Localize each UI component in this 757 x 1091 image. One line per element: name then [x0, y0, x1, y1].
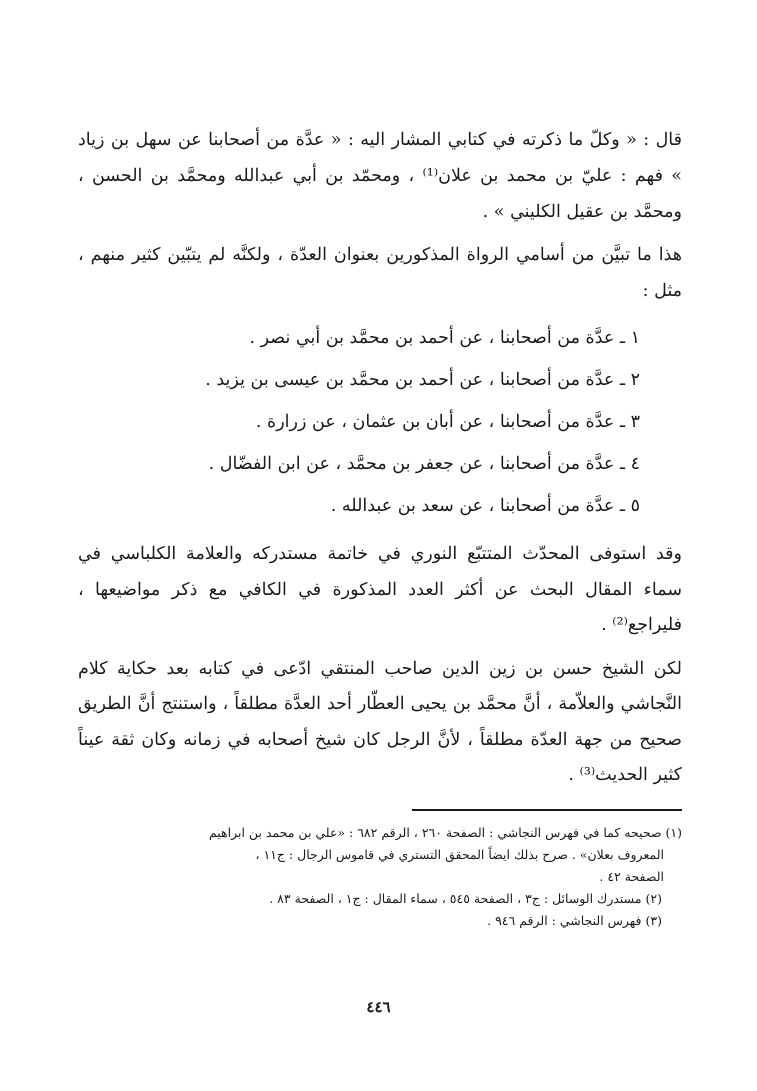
- list-item: ٥ ـ عدَّة من أصحابنا ، عن سعد بن عبدالله .: [330, 496, 640, 516]
- paragraph-narrators: هذا ما تبيَّن من أسامي الرواة المذكورين بعنوان العدّة ، ولكنَّه لم يتبّين كثير منهم ، مثل :: [78, 245, 682, 301]
- chain-list: [78, 317, 682, 527]
- footnote-2: (٢) مستدرك الوسائل : ج٣ ، الصفحة ٥٤٥ ، سماء المقال : ج١ ، الصفحة ٨٣ .: [269, 891, 662, 906]
- paragraph-shaykh-hasan: لكن الشيخ حسن بن زين الدين صاحب المنتقي ادّعى في كتابه بعد حكاية كلام النَّجاشي والعلاّمة ، أنَّ محمَّد بن يحيى العطّار أحد العدَّة مطلقاً ، واستنتج أنَّ الطريق صحيح من جهة العدّة مطلقاً ، لأنَّ الرجل كان شيخ أصحابه في زمانه وكان ثقة عيناً كثير الحديث⁽³⁾ .: [78, 658, 682, 785]
- footnote-3: (٣) فهرس النجاشي : الرقم ٩٤٦ .: [487, 913, 662, 928]
- page-number: ٤٤٦: [366, 998, 391, 1016]
- list-item: ٢ ـ عدَّة من أصحابنا ، عن أحمد بن محمَّد بن عيسى بن يزيد .: [205, 370, 640, 390]
- footnote-1-line-3: الصفحة ٤٢ .: [599, 869, 664, 884]
- main-text: [78, 122, 682, 802]
- footnote-divider: [412, 809, 682, 811]
- list-item: ٣ ـ عدَّة من أصحابنا ، عن أبان بن عثمان ، عن زرارة .: [255, 412, 640, 432]
- paragraph-nouri: وقد استوفى المحدّث المتتبّع النوري في خاتمة مستدركه والعلامة الكلباسي في سماء المقال البحث عن أكثر العدد المذكورة في الكافي مع ذكر مواضيعها ، فليراجع⁽²⁾ .: [78, 544, 682, 635]
- footnotes: [78, 822, 682, 932]
- list-item: ٤ ـ عدَّة من أصحابنا ، عن جعفر بن محمَّد ، عن ابن الفضّال .: [208, 454, 640, 474]
- list-item: ١ ـ عدَّة من أصحابنا ، عن أحمد بن محمَّد بن أبي نصر .: [249, 328, 640, 348]
- footnote-1-line-1: (١) صحيحه كما في فهرس النجاشي : الصفحة ٢٦٠ ، الرقم ٦٨٢ : «علي بن محمد بن ابراهيم: [208, 825, 682, 840]
- paragraph-quote: قال : « وكلّ ما ذكرته في كتابي المشار اليه : « عدَّة من أصحابنا عن سهل بن زياد » فهم : عليّ بن محمد بن علان⁽¹⁾ ، ومحمّد بن أبي عبدالله ومحمَّد بن الحسن ، ومحمَّد بن عقيل الكليني » .: [78, 130, 682, 222]
- footnote-1: [78, 822, 682, 888]
- footnote-1-line-2: المعروف بعلان» . صرح بذلك ايضاً المحقق التستري في قاموس الرجال : ج١١ ،: [255, 847, 664, 862]
